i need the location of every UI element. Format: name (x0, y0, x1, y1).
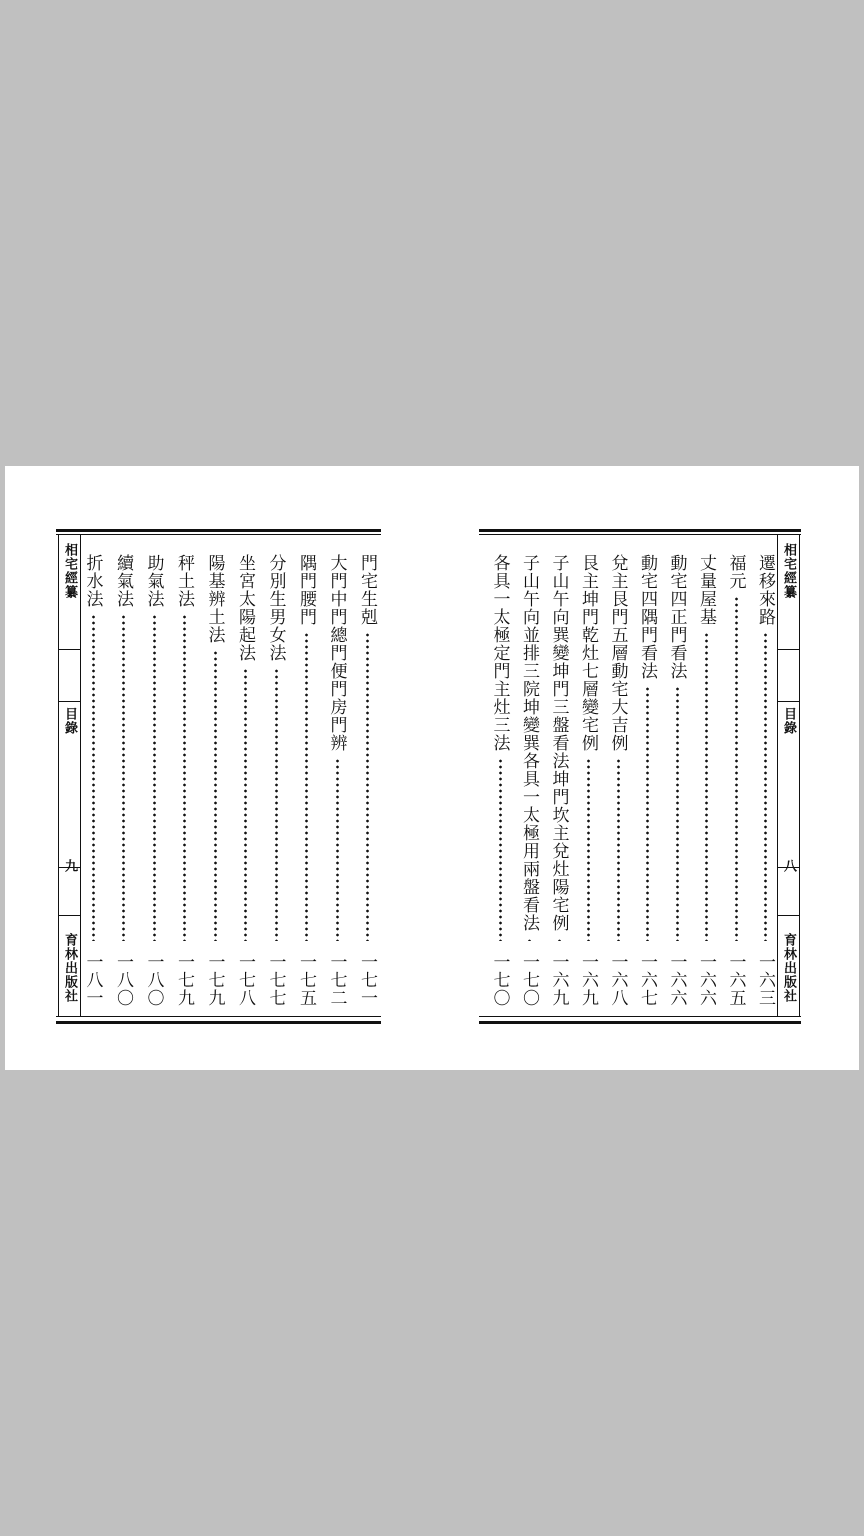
toc-entry-page: 一七〇 (489, 953, 510, 1007)
top-rule-inner (56, 534, 381, 535)
toc-entry-title: 隅門腰門 (296, 554, 316, 626)
margin-divider (777, 701, 799, 702)
toc-entry-page: 一六八 (607, 953, 628, 1007)
publisher-name: 育林出版社 (781, 933, 796, 1003)
margin-rule-outer (777, 534, 778, 1016)
right-page (479, 529, 801, 1025)
dot-leader (366, 632, 369, 941)
margin-rule-outer (58, 534, 59, 1016)
margin-rule-inner (799, 534, 800, 1016)
toc-entry-title: 動宅四隅門看法 (637, 554, 657, 680)
toc-entry-title: 折水法 (82, 554, 103, 608)
book-title: 相宅經纂 (781, 543, 796, 599)
toc-entry-title: 分別生男女法 (265, 554, 286, 662)
toc-entry-page: 一八一 (82, 953, 103, 1007)
dot-leader (499, 758, 502, 941)
page-number: 九 (62, 859, 77, 873)
margin-divider (58, 649, 80, 650)
toc-entry-title: 福元 (725, 554, 746, 590)
page-number: 八 (781, 859, 796, 873)
bottom-rule (56, 1021, 381, 1024)
dot-leader (153, 614, 156, 941)
dot-leader (305, 632, 308, 941)
top-rule (56, 529, 381, 532)
toc-entry-page: 一七七 (265, 953, 286, 1007)
toc-entry-page: 一七〇 (519, 953, 539, 1007)
dot-leader (705, 632, 708, 941)
dot-leader (92, 614, 95, 941)
toc-entry-page: 一七九 (174, 953, 194, 1007)
toc-entry-page: 一七八 (235, 953, 255, 1007)
toc-entry-page: 一六九 (578, 953, 598, 1007)
toc-entry-title: 陽基辨土法 (204, 554, 225, 644)
dot-leader (336, 758, 339, 941)
dot-leader (646, 686, 649, 941)
dot-leader (735, 596, 738, 941)
margin-divider (58, 701, 80, 702)
toc-entry-title: 續氣法 (113, 554, 133, 608)
dot-leader (244, 668, 247, 941)
toc-entry-title: 秤土法 (174, 554, 194, 608)
toc-entry-page: 一六七 (637, 953, 657, 1007)
toc-entry-title: 子山午向巽變坤門三盤看法坤門坎主兌灶陽宅例 (548, 554, 569, 932)
toc-entry-page: 一六五 (725, 953, 746, 1007)
toc-entry-page: 一六九 (548, 953, 569, 1007)
toc-entry-page: 一八〇 (113, 953, 133, 1007)
toc-entry-page: 一七五 (296, 953, 316, 1007)
dot-leader (528, 938, 531, 941)
toc-entry-title: 動宅四正門看法 (666, 554, 687, 680)
dot-leader (558, 938, 561, 941)
toc-entry-page: 一八〇 (143, 953, 164, 1007)
toc-entry-page: 一六六 (666, 953, 687, 1007)
toc-entry-title: 丈量屋基 (696, 554, 716, 626)
dot-leader (122, 614, 125, 941)
dot-leader (676, 686, 679, 941)
dot-leader (214, 650, 217, 941)
toc-entry-page: 一六六 (696, 953, 716, 1007)
toc-entry-title: 助氣法 (143, 554, 164, 608)
dot-leader (617, 758, 620, 941)
toc-entry-page: 一七一 (357, 953, 377, 1007)
margin-divider (777, 649, 799, 650)
toc-entry-title: 子山午向並排三院坤變巽各具一太極用兩盤看法 (519, 554, 539, 932)
toc-entry-title: 大門中門總門便門房門辨 (326, 554, 347, 752)
top-rule (479, 529, 801, 532)
dot-leader (275, 668, 278, 941)
bottom-rule-inner (479, 1016, 801, 1017)
dot-leader (587, 758, 590, 941)
toc-entry-page: 一七二 (326, 953, 347, 1007)
dot-leader (183, 614, 186, 941)
margin-divider (58, 915, 80, 916)
bottom-rule-inner (56, 1016, 381, 1017)
dot-leader (764, 632, 767, 941)
section-label: 目錄 (62, 707, 77, 735)
section-label: 目錄 (781, 707, 796, 735)
toc-entry-title: 兌主艮門五層動宅大吉例 (607, 554, 628, 752)
left-page (56, 529, 381, 1025)
margin-divider (777, 915, 799, 916)
bottom-rule (479, 1021, 801, 1024)
top-rule-inner (479, 534, 801, 535)
toc-entry-title: 坐宮太陽起法 (235, 554, 255, 662)
publisher-name: 育林出版社 (62, 933, 77, 1003)
book-title: 相宅經纂 (62, 543, 77, 599)
toc-entry-title: 艮主坤門乾灶七層變宅例 (578, 554, 598, 752)
toc-entry-page: 一七九 (204, 953, 225, 1007)
toc-entry-title: 各具一太極定門主灶三法 (489, 554, 510, 752)
toc-entry-title: 遷移來路 (755, 554, 775, 626)
toc-entry-page: 一六三 (755, 953, 775, 1007)
toc-entry-title: 門宅生剋 (357, 554, 377, 626)
